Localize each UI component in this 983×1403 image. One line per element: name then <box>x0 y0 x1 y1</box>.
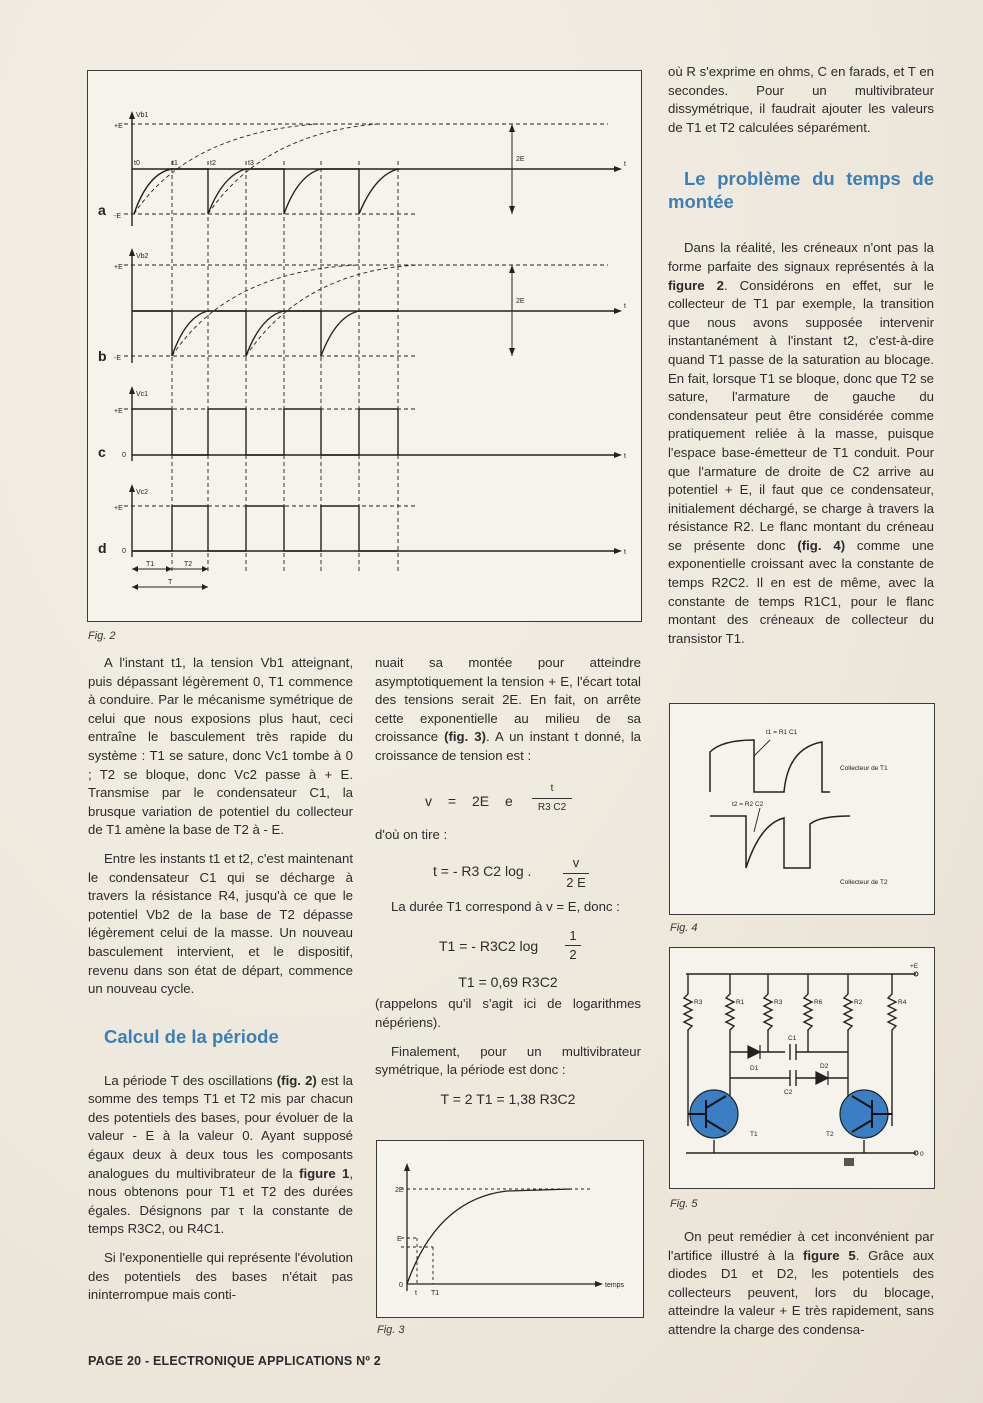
column-2 <box>375 654 641 1118</box>
fig5-label-t2: T2 <box>826 1131 834 1138</box>
fig5-label-d2: D2 <box>820 1063 829 1070</box>
col2-paragraph-2: d'où on tire : <box>375 826 448 842</box>
equation-1: v = 2E e t R3 C2 <box>375 780 641 810</box>
equation-4: T1 = 0,69 R3C2 <box>458 973 558 990</box>
fig4-label-collecteur-t2: Collecteur de T2 <box>840 879 888 886</box>
label-plus-e-b: +E <box>114 264 123 271</box>
fig5-label-r3b: R3 <box>774 999 783 1006</box>
label-t-a: t <box>624 161 626 168</box>
fig5-label-r6: R6 <box>814 999 823 1006</box>
equation-2: t = - R3 C2 log . v 2 E <box>375 854 641 888</box>
label-t1: t1 <box>172 160 178 167</box>
fig4-label-t2: t2 = R2 C2 <box>732 801 764 808</box>
fig3-label-t1: T1 <box>431 1290 440 1297</box>
label-vb1: Vb1 <box>136 112 149 119</box>
label-t2: t2 <box>210 160 216 167</box>
figure-2 <box>87 70 642 622</box>
label-vc1: Vc1 <box>136 391 149 398</box>
figure-4-waveforms <box>670 704 934 914</box>
label-T2: T2 <box>184 561 193 568</box>
figure-3-graph <box>377 1141 643 1317</box>
fig5-label-t1: T1 <box>750 1131 758 1138</box>
label-minus-e-b: -E <box>114 355 121 362</box>
fig5-label-zero: 0 <box>920 1151 924 1158</box>
col3-paragraph-0: où R s'exprime en ohms, C en farads, et T en secondes. Pour un multivibrateur dissymétrique, il faudrait ajouter les valeurs de T1 et T2 calculées séparément. <box>668 64 934 135</box>
fig5-label-c1: C1 <box>788 1035 797 1042</box>
label-t-b: t <box>624 303 626 310</box>
fig4-label-t1: t1 = R1 C1 <box>766 729 798 736</box>
col2-paragraph-1: nuait sa montée pour atteindre asymptotiquement la tension + E, l'écart total des tensions serait 2E. En fait, on arrête cette exponentielle au milieu de sa croissance (fig. 3). A un instant t donné, la croissance de tension est : <box>375 655 642 763</box>
row-label-a: a <box>98 202 106 218</box>
fig3-label-2e: 2E <box>395 1187 404 1194</box>
label-plus-e-a: +E <box>114 123 123 130</box>
fig3-label-t: t <box>415 1290 417 1297</box>
label-t0: t0 <box>134 160 140 167</box>
label-minus-e-a: -E <box>114 213 121 220</box>
col1-paragraph-2: Entre les instants t1 et t2, c'est maintenant le condensateur C1 qui se décharge à travers la résistance R4, jusqu'à ce que le potentiel Vb2 de la base de T2 dépasse légèrement celui de la masse. Un nouveau basculement intervient, et le dispositif, revenu dans son état de départ, commence un nouveau cycle. <box>88 850 353 997</box>
fig3-label-temps: temps <box>605 1282 625 1289</box>
label-plus-e-c: +E <box>114 408 123 415</box>
fig5-caption: Fig. 5 <box>670 1198 698 1210</box>
label-zero-d: 0 <box>122 548 126 555</box>
label-T1: T1 <box>146 561 155 568</box>
label-t3: t3 <box>248 160 254 167</box>
row-label-d: d <box>98 540 107 556</box>
col1-paragraph-1: A l'instant t1, la tension Vb1 atteignant, puis dépassant légèrement 0, T1 commence à conduire. Par le mécanisme symétrique de celui que nous exposions plus haut, ceci entraîne le basculement très rapide du système : T1 se sature, donc Vc1 tombe à 0 ; T2 se bloque, donc Vc2 passe à + E. Transmise par le condensateur C1, la brusque variation de potentiel du collecteur de T1 amène la base de T2 à - E. <box>88 655 353 838</box>
col2-paragraph-3: La durée T1 correspond à v = E, donc : <box>391 899 620 915</box>
label-vb2: Vb2 <box>136 253 149 260</box>
fig4-caption: Fig. 4 <box>670 922 698 934</box>
fig4-label-collecteur-t1: Collecteur de T1 <box>840 765 888 772</box>
label-T: T <box>168 579 173 586</box>
fig5-label-r4: R4 <box>898 999 907 1006</box>
column-3 <box>668 63 934 658</box>
label-zero-c: 0 <box>122 452 126 459</box>
label-2e-b: 2E <box>516 298 525 305</box>
heading-temps-montee: Le problème du temps de montée <box>668 168 934 213</box>
figure-5-circuit <box>670 948 934 1188</box>
label-t-d: t <box>624 549 626 556</box>
fig5-label-r3a: R3 <box>694 999 703 1006</box>
equation-3: T1 = - R3C2 log 1 2 <box>375 927 641 963</box>
fig5-label-r1: R1 <box>736 999 745 1006</box>
col2-paragraph-4: (rappelons qu'il s'agit ici de logarithmes népériens). <box>375 996 641 1030</box>
row-label-c: c <box>98 444 106 460</box>
figure-2-waveforms <box>88 71 641 621</box>
label-t-c: t <box>624 453 626 460</box>
heading-calcul-periode: Calcul de la période <box>104 1025 279 1047</box>
figure-4 <box>669 703 935 915</box>
col1-paragraph-4: Si l'exponentielle qui représente l'évolution des potentiels des bases n'était pas ininterrompue mais conti- <box>88 1250 353 1303</box>
col1-paragraph-3: La période T des oscillations (fig. 2) est la somme des temps T1 et T2 mis par chacun des potentiels des bases, pour évoluer de la valeur - E à la valeur 0. Ayant supposé égaux deux à deux tous les composants analogues du multivibrateur de la figure 1, nous obtenons pour T1 et T2 des durées égales. Désignons par τ la constante de temps R3C2, ou R4C1. <box>88 1072 353 1237</box>
col3-paragraph-1: Dans la réalité, les créneaux n'ont pas la forme parfaite des signaux représentés à la figure 2. Considérons en effet, sur le collecteur de T1 par exemple, la transition que nous avons supposée intervenir instantanément à l'instant t2, c'est-à-dire quand T1 passe de la saturation au blocage. En fait, lorsque T1 se bloque, donc que T2 se sature, l'armature de gauche du condensateur peut être considérée comme pratiquement reliée à la masse, puisque l'espace base-émetteur de T1 conduit. Pour que l'armature de droite de C2 arrive au potentiel + E, il faut que ce condensateur, initialement déchargé, se charge à travers la résistance R2. Le flanc montant du créneau se présente donc (fig. 4) comme une exponentielle croissant avec la constante de temps R2C2. Il en est de même, avec la constante de temps R1C1, pour le flanc montant des créneaux de collecteur du transistor T1. <box>668 240 934 646</box>
label-2e-a: 2E <box>516 156 525 163</box>
fig3-label-e: E <box>397 1236 402 1243</box>
page-footer: PAGE 20 - ELECTRONIQUE APPLICATIONS Nº 2 <box>88 1354 381 1368</box>
fig5-label-c2: C2 <box>784 1089 793 1096</box>
fig5-label-d1: D1 <box>750 1065 759 1072</box>
figure-3 <box>376 1140 644 1318</box>
fig2-caption: Fig. 2 <box>88 630 116 642</box>
figure-5 <box>669 947 935 1189</box>
column-3-bottom <box>668 1228 934 1350</box>
fig3-label-zero: 0 <box>399 1282 403 1289</box>
label-plus-e-d: +E <box>114 505 123 512</box>
fig5-label-r2: R2 <box>854 999 863 1006</box>
column-1 <box>88 654 353 1315</box>
equation-5: T = 2 T1 = 1,38 R3C2 <box>440 1090 576 1107</box>
col2-paragraph-5: Finalement, pour un multivibrateur symétrique, la période est donc : <box>375 1043 641 1078</box>
row-label-b: b <box>98 348 107 364</box>
fig5-label-plus-e: +E <box>910 963 919 970</box>
label-vc2: Vc2 <box>136 489 149 496</box>
fig3-caption: Fig. 3 <box>377 1324 405 1336</box>
col3-paragraph-2: On peut remédier à cet inconvénient par l'artifice illustré à la figure 5. Grâce aux diodes D1 et D2, les potentiels des collecteurs peuvent, lors du blocage, atteindre la valeur + E très rapidement, sans attendre la charge des condensa- <box>668 1229 935 1337</box>
